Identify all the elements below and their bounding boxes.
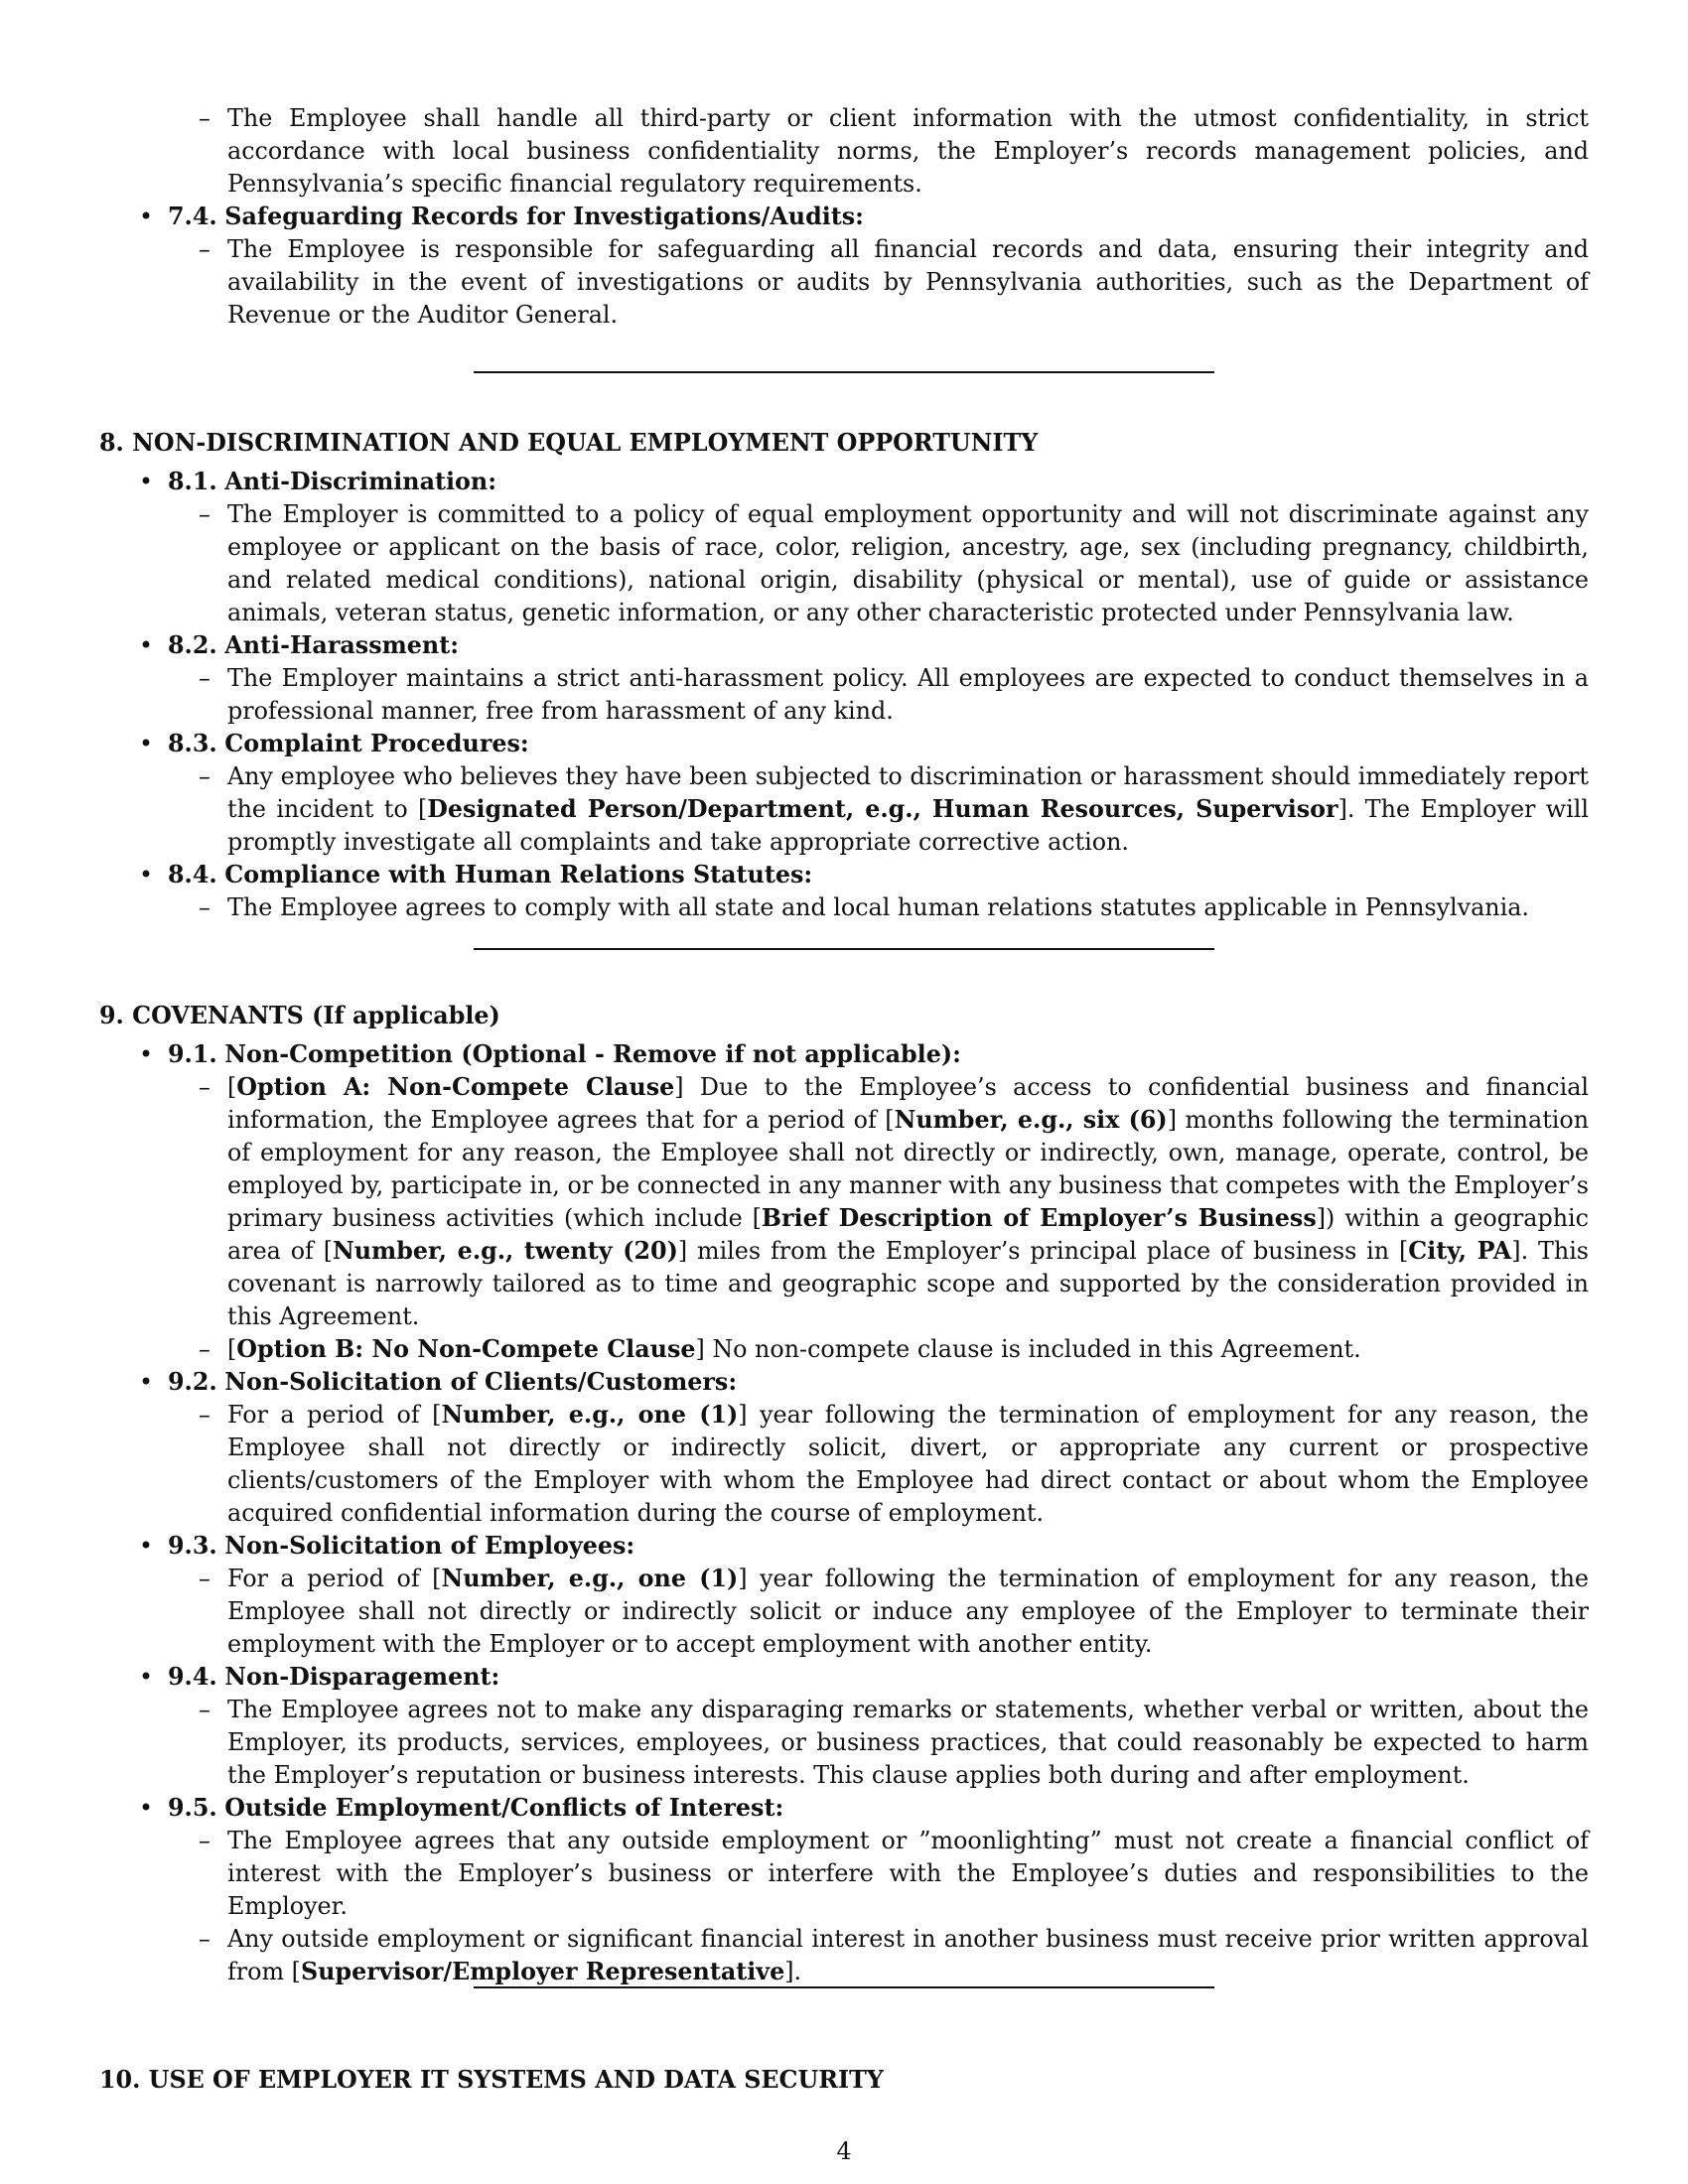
clause-heading-9-3: • 9.3. Non-Solicitation of Employees: <box>139 1532 635 1560</box>
section-divider <box>474 948 1214 950</box>
clause-text: – The Employee shall handle all third-party or client information with the utmost confidentiality, in strict accordance with local business confidentiality norms, the Employer’s records management policies, and Pennsylvania’s specific financial regulatory requirements. <box>199 104 1589 198</box>
page-number: 4 <box>836 2137 852 2165</box>
clause-text: – The Employee agrees that any outside employment or ”moonlighting” must not create a financial conflict of interest with the Employer’s business or interfere with the Employee’s duties and responsibilities to the Employer. <box>199 1827 1589 1920</box>
clause-heading-7-4: • 7.4. Safeguarding Records for Investigations/Audits: <box>139 203 864 230</box>
clause-text-option-a: – [Option A: Non-Compete Clause] Due to the Employee’s access to confidential business and financial information, the Employee agrees that for a period of [Number, e.g., six (6)] months following the termination of employment for any reason, the Employee shall not directly or indirectly, own, manage, operate, control, be employed by, participate in, or be connected in any manner with any business that competes with the Employer’s primary business activities (which include [Brief Description of Employer’s Business]) within a geographic area of [Number, e.g., twenty (20)] miles from the Employer’s principal place of business in [City, PA]. This covenant is narrowly tailored as to time and geographic scope and supported by the consideration provided in this Agreement. <box>199 1073 1590 1330</box>
clause-heading-9-4: • 9.4. Non-Disparagement: <box>139 1663 500 1691</box>
clause-text: – The Employer maintains a strict anti-harassment policy. All employees are expected to conduct themselves in a professional manner, free from harassment of any kind. <box>199 664 1589 725</box>
clause-heading-8-4: • 8.4. Compliance with Human Relations Statutes: <box>139 861 813 888</box>
page-content <box>99 102 1589 2097</box>
clause-text: – The Employer is committed to a policy of equal employment opportunity and will not discriminate against any employee or applicant on the basis of race, color, religion, ancestry, age, sex (including pregnancy, childbirth, and related medical conditions), national origin, disability (physical or mental), use of guide or assistance animals, veteran status, genetic information, or any other characteristic protected under Pennsylvania law. <box>199 500 1589 626</box>
clause-heading-8-3: • 8.3. Complaint Procedures: <box>139 730 529 757</box>
section-title-8: 8. NON-DISCRIMINATION AND EQUAL EMPLOYMENT OPPORTUNITY <box>99 429 1039 457</box>
clause-text: – For a period of [Number, e.g., one (1)] year following the termination of employment for any reason, the Employee shall not directly or indirectly solicit or induce any employee of the Employer to terminate their employment with the Employer or to accept employment with another entity. <box>199 1565 1590 1658</box>
section-title-10: 10. USE OF EMPLOYER IT SYSTEMS AND DATA SECURITY <box>99 2066 884 2094</box>
clause-heading-9-2: • 9.2. Non-Solicitation of Clients/Customers: <box>139 1368 738 1396</box>
clause-text: – The Employee agrees to comply with all state and local human relations statutes applicable in Pennsylvania. <box>199 893 1529 921</box>
clause-heading-9-5: • 9.5. Outside Employment/Conflicts of Interest: <box>139 1794 784 1822</box>
clause-heading-8-2: • 8.2. Anti-Harassment: <box>139 631 459 659</box>
section-title-9: 9. COVENANTS (If applicable) <box>99 1002 500 1029</box>
clause-text: – The Employee is responsible for safeguarding all financial records and data, ensuring their integrity and availability in the event of investigations or audits by Pennsylvania authorities, such as the Department of Revenue or the Auditor General. <box>199 235 1589 329</box>
clause-text: – Any employee who believes they have been subjected to discrimination or harassment should immediately report the incident to [Designated Person/Department, e.g., Human Resources, Supervisor]. The Employer will promptly investigate all complaints and take appropriate corrective action. <box>199 762 1589 856</box>
section-divider <box>474 371 1214 373</box>
section-divider <box>474 1986 1214 1988</box>
clause-heading-8-1: • 8.1. Anti-Discrimination: <box>139 468 497 495</box>
clause-text: – For a period of [Number, e.g., one (1)] year following the termination of employment for any reason, the Employee shall not directly or indirectly solicit, divert, or appropriate any current or prospective clients/customers of the Employer with whom the Employee had direct contact or about whom the Employee acquired confidential information during the course of employment. <box>199 1401 1590 1527</box>
clause-text: – The Employee agrees not to make any disparaging remarks or statements, whether verbal or written, about the Employer, its products, services, employees, or business practices, that could reasonably be expected to harm the Employer’s reputation or business interests. This clause applies both during and after employment. <box>199 1696 1589 1789</box>
clause-text-option-b: – [Option B: No Non-Compete Clause] No non-compete clause is included in this Agreement. <box>199 1335 1361 1363</box>
clause-heading-9-1: • 9.1. Non-Competition (Optional - Remove if not applicable): <box>139 1040 961 1068</box>
clause-text: – Any outside employment or significant financial interest in another business must receive prior written approval from [Supervisor/Employer Representative]. <box>199 1925 1589 1985</box>
